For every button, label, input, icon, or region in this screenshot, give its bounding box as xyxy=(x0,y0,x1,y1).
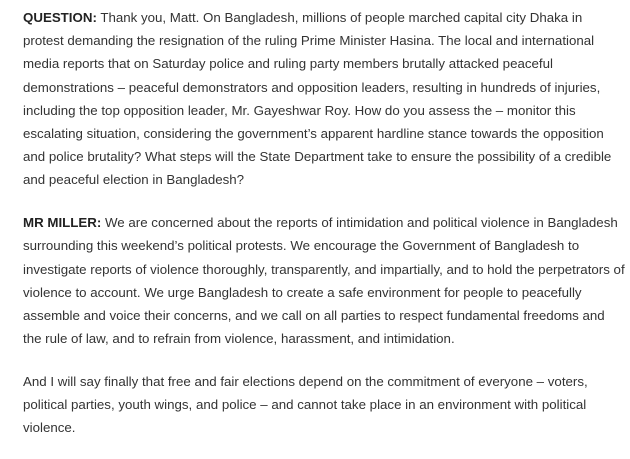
closing-text: And I will say finally that free and fair elections depend on the commitment of everyone – voters, political parties, youth wings, and police – and cannot take place in an environment with political violence. xyxy=(23,373,588,436)
answer-text: We are concerned about the reports of intimidation and political violence in Bangladesh surrounding this weekend’s political protests. We encourage the Government of Bangladesh to investigate reports of violence thoroughly, transparently, and impartially, and to hold the perpetrators of violence to account. We urge Bangladesh to create a safe environment for people to peacefully assemble and voice their concerns, and we call on all parties to respect fundamental freedoms and the rule of law, and to refrain from violence, harassment, and intimidation. xyxy=(23,215,625,347)
closing-paragraph xyxy=(23,370,626,440)
transcript xyxy=(23,6,626,459)
answer-paragraph xyxy=(23,211,626,350)
question-text: Thank you, Matt. On Bangladesh, millions of people marched capital city Dhaka in protest demanding the resignation of the ruling Prime Minister Hasina. The local and international media reports that on Saturday police and ruling party members brutally attacked peaceful demonstrations – peaceful demonstrators and opposition leaders, resulting in hundreds of injuries, including the top opposition leader, Mr. Gayeshwar Roy. How do you assess the – monitor this escalating situation, considering the government’s apparent hardline stance towards the opposition and police brutality? What steps will the State Department take to ensure the possibility of a credible and peaceful election in Bangladesh? xyxy=(23,10,612,188)
speaker-label-miller: MR MILLER: xyxy=(23,215,102,231)
question-paragraph xyxy=(23,6,626,192)
speaker-label-question: QUESTION: xyxy=(23,10,97,25)
